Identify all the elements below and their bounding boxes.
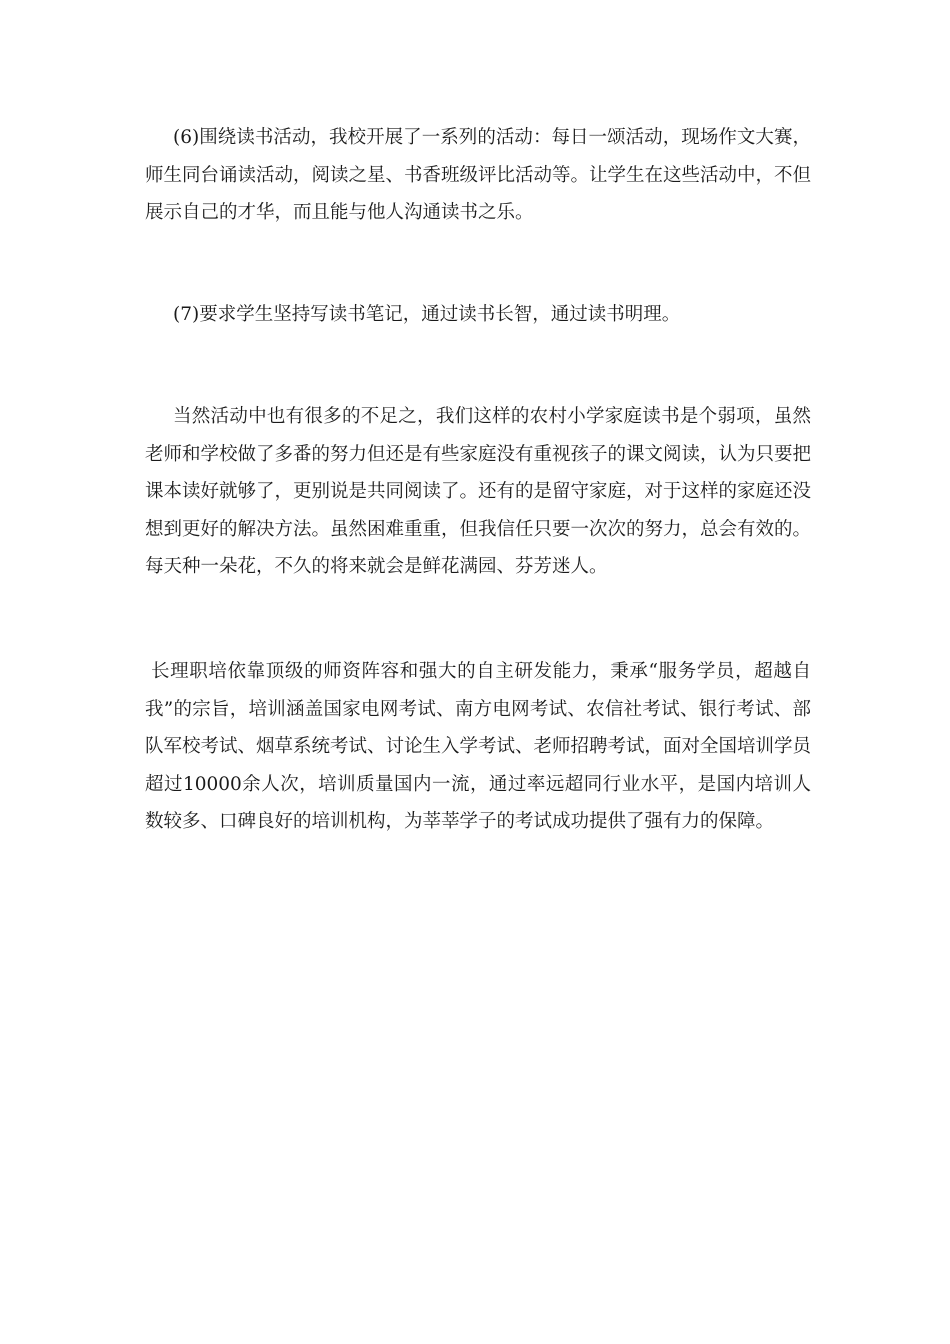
paragraph-training-advert: 长理职培依靠顶级的师资阵容和强大的自主研发能力，秉承“服务学员，超越自我”的宗旨，培训涵盖国家电网考试、南方电网考试、农信社考试、银行考试、部队军校考试、烟草系统考试、讨论生入学考试、老师招聘考试，面对全国培训学员超过10000余人次，培训质量国内一流，通过率远超同行业水平，是国内培训人数较多、口碑良好的培训机构，为莘莘学子的考试成功提供了强有力的保障。 — [145, 661, 812, 833]
paragraph-reading-activities: (6)围绕读书活动，我校开展了一系列的活动：每日一颂活动，现场作文大赛，师生同台诵读活动，阅读之星、书香班级评比活动等。让学生在这些活动中，不但展示自己的才华，而且能与他人沟通读书之乐。 — [145, 127, 812, 224]
paragraph-reading-notes: (7)要求学生坚持写读书笔记，通过读书长智，通过读书明理。 — [173, 304, 681, 325]
paragraph-shortcomings: 当然活动中也有很多的不足之，我们这样的农村小学家庭读书是个弱项，虽然老师和学校做了多番的努力但还是有些家庭没有重视孩子的课文阅读，认为只要把课本读好就够了，更别说是共同阅读了。还有的是留守家庭，对于这样的家庭还没想到更好的解决方法。虽然困难重重，但我信任只要一次次的努力，总会有效的。每天种一朵花，不久的将来就会是鲜花满园、芬芳迷人。 — [145, 406, 812, 578]
